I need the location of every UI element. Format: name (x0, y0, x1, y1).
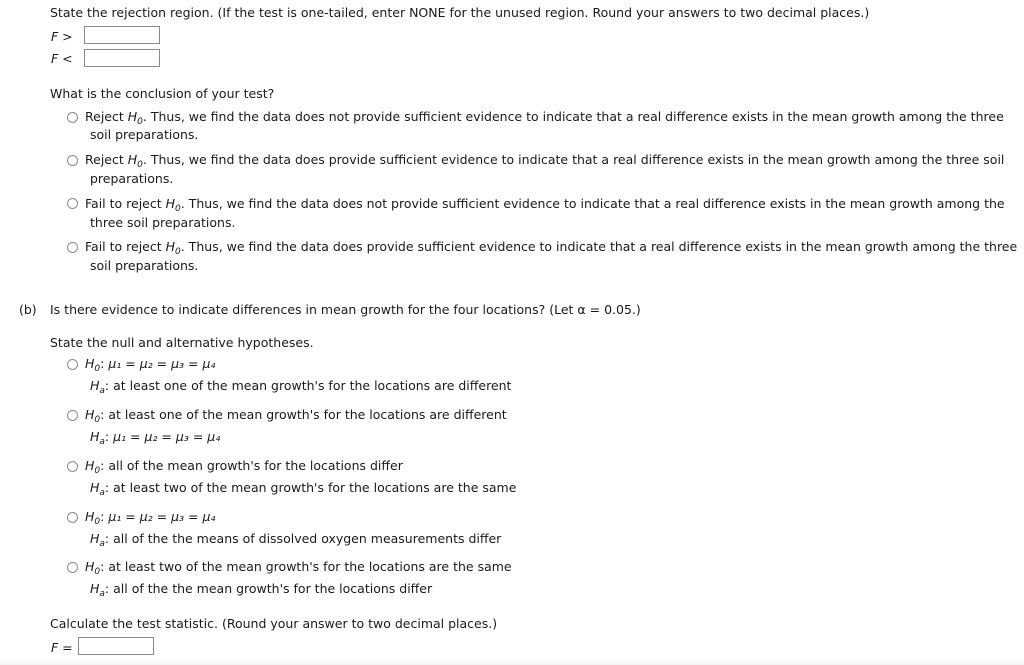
hypothesis-radio-4[interactable] (67, 512, 78, 523)
part-b-label: (b) (19, 302, 37, 317)
hypothesis-radio-2[interactable] (67, 410, 78, 421)
conclusion-4-prefix: Fail to reject (85, 239, 162, 254)
conclusion-1-prefix: Reject (85, 109, 124, 124)
conclusion-4-text: . Thus, we find the data does provide sufficient evidence to indicate that a real difference exists in the mean growth among the three (180, 239, 1018, 254)
ha-label: $H_a$ (90, 581, 105, 599)
f-greater-label: F > (51, 29, 73, 44)
f-equals-label: F = (51, 640, 73, 655)
conclusion-1-text: . Thus, we find the data does not provide sufficient evidence to indicate that a real difference exists in the mean growth among the three (142, 109, 1004, 124)
conclusion-1-h0: $H_0$ (127, 109, 143, 127)
conclusion-prompt: What is the conclusion of your test? (50, 86, 275, 101)
h0-label: $H_0$ (85, 458, 101, 476)
f-greater-input[interactable] (84, 26, 160, 44)
conclusion-3-h0: $H_0$ (165, 196, 181, 214)
ha-label: $H_a$ (90, 429, 105, 447)
conclusion-radio-4[interactable] (67, 242, 78, 253)
conclusion-3-text-line2: three soil preparations. (90, 215, 236, 230)
test-statistic-prompt: Calculate the test statistic. (Round your answer to two decimal places.) (50, 616, 498, 631)
conclusion-4-h0: $H_0$ (165, 239, 181, 257)
ha-label: $H_a$ (90, 378, 105, 396)
conclusion-1-text-line2: soil preparations. (90, 127, 199, 142)
ha-label: $H_a$ (90, 480, 105, 498)
conclusion-3-text: . Thus, we find the data does not provide sufficient evidence to indicate that a real difference exists in the mean growth among the (180, 196, 1005, 211)
h0-label: $H_0$ (85, 356, 101, 374)
conclusion-radio-1[interactable] (67, 112, 78, 123)
part-b-question: Is there evidence to indicate differences in mean growth for the four locations? (Let α = 0.05.) (50, 302, 641, 317)
conclusion-3-prefix: Fail to reject (85, 196, 162, 211)
f-less-label: F < (51, 51, 73, 66)
bottom-edge (0, 659, 1024, 665)
hypothesis-1-ha: at least one of the mean growth's for the locations are different (113, 378, 512, 393)
hypothesis-1-h0: μ₁ = μ₂ = μ₃ = μ₄ (108, 356, 216, 371)
conclusion-radio-3[interactable] (67, 198, 78, 209)
h0-label: $H_0$ (85, 407, 101, 425)
hypothesis-3-ha: at least two of the mean growth's for the locations are the same (113, 480, 517, 495)
conclusion-2-text-line2: preparations. (90, 171, 174, 186)
conclusion-2-text: . Thus, we find the data does provide sufficient evidence to indicate that a real difference exists in the mean growth among the three soil (142, 152, 1005, 167)
conclusion-2-h0: $H_0$ (127, 152, 143, 170)
hypothesis-radio-5[interactable] (67, 562, 78, 573)
hypothesis-4-ha: all of the the means of dissolved oxygen measurements differ (113, 531, 502, 546)
hypothesis-5-h0: at least two of the mean growth's for the locations are the same (108, 559, 512, 574)
conclusion-2-prefix: Reject (85, 152, 124, 167)
hypotheses-prompt: State the null and alternative hypotheses. (50, 335, 314, 350)
conclusion-radio-2[interactable] (67, 155, 78, 166)
conclusion-4-text-line2: soil preparations. (90, 258, 199, 273)
ha-label: $H_a$ (90, 531, 105, 549)
rejection-region-prompt: State the rejection region. (If the test is one-tailed, enter NONE for the unused region. Round your answers to two decimal places.) (50, 5, 870, 20)
hypothesis-2-h0: at least one of the mean growth's for the locations are different (108, 407, 507, 422)
hypothesis-5-ha: all of the the mean growth's for the locations differ (113, 581, 433, 596)
f-less-input[interactable] (84, 49, 160, 67)
hypothesis-4-h0: μ₁ = μ₂ = μ₃ = μ₄ (108, 509, 216, 524)
hypothesis-3-h0: all of the mean growth's for the locations differ (108, 458, 403, 473)
hypothesis-2-ha: μ₁ = μ₂ = μ₃ = μ₄ (113, 429, 221, 444)
f-statistic-input[interactable] (78, 637, 154, 655)
hypothesis-radio-3[interactable] (67, 461, 78, 472)
hypothesis-radio-1[interactable] (67, 359, 78, 370)
h0-label: $H_0$ (85, 559, 101, 577)
h0-label: $H_0$ (85, 509, 101, 527)
